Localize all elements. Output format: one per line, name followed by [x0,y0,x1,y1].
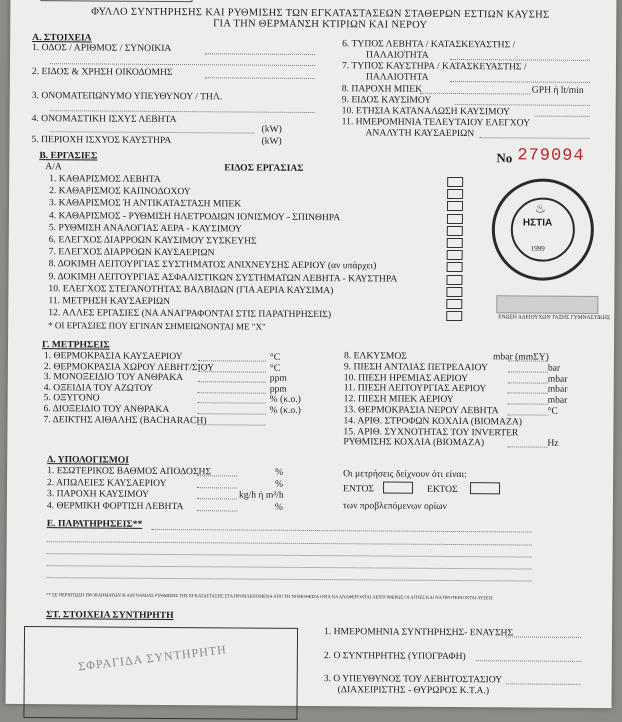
work-checkbox-11[interactable] [446,299,462,309]
work-checkbox-3[interactable] [447,201,463,211]
measure-unit-1: °C [269,351,281,363]
a-field-7b: ΠΑΛΑΙΟΤΗΤΑ [365,71,429,83]
calc-unit-1: % [275,466,284,478]
measure-field-10[interactable] [508,382,548,383]
measure-field-11[interactable] [508,393,548,394]
a-field-6b: ΠΑΛΑΙΟΤΗΤΑ [366,49,429,61]
work-item-9: 9. ΔΟΚΙΜΗ ΛΕΙΤΟΥΡΓΙΑΣ ΑΣΦΑΛΙΣΤΙΚΩΝ ΣΥΣΤΗΜΑΤΩΝ ΛΕΒΗΤΑ - ΚΑΥΣΤΗΡΑ [48,270,398,285]
work-item-2: 2. ΚΑΘΑΡΙΣΜΟΣ ΚΑΠΝΟΔΟΧΟΥ [49,185,191,198]
measure-label-12: 12. ΠΙΕΣΗ ΜΠΕΚ ΑΕΡΙΟΥ [343,393,454,406]
measure-unit-2: °C [269,362,281,374]
works-note: * ΟΙ ΕΡΓΑΣΙΕΣ ΠΟΥ ΕΓΙΝΑΝ ΣΗΜΕΙΩΝΟΝΤΑΙ ΜΕ "Χ" [48,320,266,332]
measure-field-3[interactable] [198,381,266,382]
stamp-caption: ΕΝΩΣΗ ΑΔΕΙΟΥΧΩΝ ΤΑΞΗΣ ΓΥΜΝΑΣΤΙΚΗΣ [498,314,611,322]
remarks-footnote: ** ΣΕ ΠΕΡΙΠΤΩΣΗ ΠΡΟΒΛΗΜΑΤΩΝ Ή ΑΔΥΝΑΜΙΑΣ ΡΥΘΜΙΣΗΣ ΤΗΣ ΕΓΚΑΤΑΣΤΑΣΗΣ ΣΤΑ ΠΡΟΒΛΕΠΟΜΕΝΑ ΑΠΟ ΤΗ ΝΟΜΟΘΕΣΙΑ ΟΡΙΑ ΝΑ ΑΝΑΦΕΡΟΝΤΑΙ ΛΕΠΤΟΜΕΡΩΣ ΟΙ ΑΙΤΙΕΣ ΚΑΙ ΝΑ ΠΡΟΤΕΙΝΟΝΤΑΙ ΛΥΣΕΙΣ [46,592,493,601]
calc-label-1: 1. ΕΣΩΤΕΡΙΚΟΣ ΒΑΘΜΟΣ ΑΠΟΔΟΣΗΣ [47,465,212,478]
remarks-line-4[interactable] [46,565,531,569]
work-item-4: 4. ΚΑΘΑΡΙΣΜΟΣ - ΡΥΘΜΙΣΗ ΗΛΕΤΡΟΔΙΩΝ ΙΟΝΙΣΜΟΥ - ΣΠΙΝΘΗΡΑ [48,209,341,223]
measure-field-5[interactable] [198,403,266,404]
outside-checkbox[interactable] [470,482,500,494]
stamp-box-label: ΣΦΡΑΓΙΔΑ ΣΥΝΤΗΡΗΤΗ [77,642,228,674]
association-stamp [491,178,594,281]
stamp-center-text: ΗΣΤΙΑ [522,217,553,229]
a-field-7: 7. ΤΥΠΟΣ ΚΑΥΣΤΗΡΑ / ΚΑΤΑΣΚΕΥΑΣΤΗΣ / [341,60,527,73]
measure-label-10: 10. ΠΙΕΣΗ ΗΡΕΜΙΑΣ ΑΕΡΙΟΥ [343,371,469,384]
calc-unit-3: kg/h ή m³/h [238,489,284,501]
work-type-header: ΕΙΔΟΣ ΕΡΓΑΣΙΑΣ [224,162,304,174]
stamp-year: 1999 [530,244,545,253]
maintenance-form [6,0,617,708]
work-checkbox-5[interactable] [447,226,463,236]
measure-label-13: 13. ΘΕΡΜΟΚΡΑΣΙΑ ΝΕΡΟΥ ΛΕΒΗΤΑ [343,404,499,417]
measure-label-15: 15. ΑΡΙΘ. ΣΥΧΝΟΤΗΤΑΣ ΤΟΥ INVERTER [343,425,519,439]
measure-unit-9: bar [547,362,561,374]
measure-label-3: 3. ΜΟΝΟΞΕΙΔΙΟ ΤΟΥ ΑΝΘΡΑΚΑ [43,371,184,384]
calc-field-2[interactable] [197,487,237,488]
work-item-6: 6. ΕΛΕΓΧΟΣ ΔΙΑΡΡΟΩΝ ΚΑΥΣΙΜΟΥ ΣΥΣΚΕΥΗΣ [48,234,257,247]
measure-field-16[interactable] [507,447,547,448]
measurement-question: Οι μετρήσεις δείχνουν ότι είναι: [343,468,467,481]
measure-unit-11: mbar [547,384,568,396]
remarks-line-3[interactable] [47,553,532,557]
measure-field-6[interactable] [198,413,266,414]
measure-unit-5: % (κ.ο.) [269,394,301,406]
work-item-12: 12. ΑΛΛΕΣ ΕΡΓΑΣΙΕΣ (ΝΑ ΑΝΑΓΡΑΦΟΝΤΑΙ ΣΤΙΣ ΠΑΡΑΤΗΡΗΣΕΙΣ) [48,307,332,321]
remarks-line-5[interactable] [46,577,531,581]
a-field-11: 11. ΗΜΕΡΟΜΗΝΙΑ ΤΕΛΕΥΤΑΙΟΥ ΕΛΕΓΧΟΥ [341,116,531,129]
measure-label-6: 6. ΔΙΟΞΕΙΔΙΟ ΤΟΥ ΑΝΘΡΑΚΑ [43,403,170,416]
kw-unit-5: (kW) [261,135,282,147]
section-a-heading: Α. ΣΤΟΙΧΕΙΑ [32,32,92,44]
st-field-3: 3. Ο ΥΠΕΥΘΥΝΟΣ ΤΟΥ ΛΕΒΗΤΟΣΤΑΣΙΟΥ [323,673,503,686]
work-item-3: 3. ΚΑΘΑΡΙΣΜΟΣ Ή ΑΝΤΙΚΑΤΑΣΤΑΣΗ ΜΠΕΚ [48,197,242,210]
measure-label-5: 5. ΟΞΥΓΟΝΟ [43,392,100,404]
a-field-3: 3. ΟΝΟΜΑΤΕΠΩΝΥΜΟ ΥΠΕΥΘΥΝΟΥ / ΤΗΛ. [31,90,223,103]
section-b-heading: Β. ΕΡΓΑΣΙΕΣ [39,150,98,162]
work-checkbox-2[interactable] [447,189,463,199]
st-field-1: 1. ΗΜΕΡΟΜΗΝΙΑ ΣΥΝΤΗΡΗΣΗΣ- ΕΝΑΥΣΗΣ [323,626,514,639]
measure-label-2: 2. ΘΕΡΜΟΚΡΑΣΙΑ ΧΩΡΟΥ ΛΕΒΗΤ/ΣΙΟΥ [43,360,215,373]
form-subtitle: ΓΙΑ ΤΗΝ ΘΕΡΜΑΝΣΗ ΚΤΙΡΙΩΝ ΚΑΙ ΝΕΡΟΥ [213,18,428,31]
measure-unit-6: % (κ.ο.) [269,404,301,416]
serial-number: 279094 [517,146,585,166]
a-field-5: 5. ΠΕΡΙΟΧΗ ΙΣΧΥΟΣ ΚΑΥΣΤΗΡΑ [31,134,172,147]
section-d-heading: Δ. ΥΠΟΛΟΓΙΣΜΟΙ [47,454,130,466]
measure-label-11: 11. ΠΙΕΣΗ ΛΕΙΤΟΥΡΓΙΑΣ ΑΕΡΙΟΥ [343,382,487,395]
measure-unit-10: mbar [547,373,568,385]
top-box [40,0,192,2]
gph-unit: GPH ή lt/min [531,84,584,96]
measure-unit-4: ppm [269,383,287,395]
stamp-banner [496,295,598,314]
section-g-heading: Γ. ΜΕΤΡΗΣΕΙΣ [41,339,110,351]
within-label: ΕΝΤΟΣ [342,483,375,495]
remarks-line-1[interactable] [152,529,532,533]
measure-label-8: 8. ΕΛΚΥΣΜΟΣ [343,350,407,362]
st-field-2: 2. Ο ΣΥΝΤΗΡΗΤΗΣ (ΥΠΟΓΡΑΦΗ) [323,650,466,663]
calc-field-4[interactable] [197,510,237,511]
measure-label-1: 1. ΘΕΡΜΟΚΡΑΣΙΑ ΚΑΥΣΑΕΡΙΟΥ [43,350,183,363]
a-field-11b: ΑΝΑΛΥΤΗ ΚΑΥΣΑΕΡΙΩΝ [365,127,475,140]
work-checkbox-7[interactable] [447,250,463,260]
work-item-8: 8. ΔΟΚΙΜΗ ΛΕΙΤΟΥΡΓΙΑΣ ΣΥΣΤΗΜΑΤΟΣ ΑΝΙΧΝΕΥΣΗΣ ΑΕΡΙΟΥ (αν υπάρχει) [48,258,377,272]
calc-field-3[interactable] [197,498,237,499]
a-field-4: 4. ΟΝΟΜΑΣΤΙΚΗ ΙΣΧΥΣ ΛΕΒΗΤΑ [31,113,177,126]
work-checkbox-6[interactable] [447,238,463,248]
measure-unit-12: mbar [547,394,568,406]
work-item-5: 5. ΡΥΘΜΙΣΗ ΑΝΑΛΟΓΙΑΣ ΑΕΡΑ - ΚΑΥΣΙΜΟΥ [48,221,242,235]
measure-unit-8: mbar (mmΣΥ) [492,351,549,363]
measure-label-9: 9. ΠΙΕΣΗ ΑΝΤΛΙΑΣ ΠΕΤΡΕΛΑΙΟΥ [343,361,488,374]
a-field-1: 1. ΟΔΟΣ / ΑΡΙΘΜΟΣ / ΣΥΝΟΙΚΙΑ [32,42,172,55]
work-checkbox-10[interactable] [446,287,462,297]
calc-label-4: 4. ΘΕΡΜΙΚΗ ΦΟΡΤΙΣΗ ΛΕΒΗΤΑ [46,499,184,512]
measure-label-4: 4. ΟΞΕΙΔΙΑ ΤΟΥ ΑΖΩΤΟΥ [43,381,154,394]
calc-label-2: 2. ΑΠΩΛΕΙΕΣ ΚΑΥΣΑΕΡΙΟΥ [47,476,167,489]
work-checkbox-8[interactable] [447,262,463,272]
section-e-heading: Ε. ΠΑΡΑΤΗΡΗΣΕΙΣ** [46,518,143,530]
measure-field-9[interactable] [508,371,548,372]
work-checkbox-9[interactable] [446,275,462,285]
measure-field-7[interactable] [197,424,265,425]
measure-field-12[interactable] [508,404,548,405]
measure-label-7: 7. ΔΕΙΚΤΗΣ ΑΙΘΑΛΗΣ (BACHARACH) [43,413,207,426]
calc-label-3: 3. ΠΑΡΟΧΗ ΚΑΥΣΙΜΟΥ [46,488,150,500]
a-field-6: 6. ΤΥΠΟΣ ΛΕΒΗΤΑ / ΚΑΤΑΣΚΕΥΑΣΤΗΣ / [342,38,516,51]
work-checkbox-12[interactable] [446,311,462,321]
aa-label: Α/Α [45,161,62,173]
a-field-10: 10. ΕΤΗΣΙΑ ΚΑΤΑΝΑΛΩΣΗ ΚΑΥΣΙΜΟΥ [341,105,511,118]
limits-text: των προβλεπόμενων ορίων [342,500,447,512]
kw-unit-4: (kW) [261,123,282,135]
remarks-line-2[interactable] [47,541,532,545]
measure-unit-3: ppm [269,372,287,385]
measure-unit-16: Hz [547,438,559,450]
a-field-9: 9. ΕΙΔΟΣ ΚΑΥΣΙΜΟΥ [341,94,432,106]
work-item-10: 10. ΕΛΕΓΧΟΣ ΣΤΕΓΑΝΟΤΗΤΑΣ ΒΑΛΒΙΔΩΝ (ΓΙΑ ΑΕΡΙΑ ΚΑΥΣΙΜΑ) [48,282,334,296]
measure-label-14: 14. ΑΡΙΘ. ΣΤΡΟΦΩΝ ΚΟΧΛΙΑ (ΒΙΟΜΑΖΑ) [343,415,522,428]
calc-unit-2: % [275,478,284,490]
within-checkbox[interactable] [383,482,413,494]
a-field-2: 2. ΕΙΔΟΣ & ΧΡΗΣΗ ΟΙΚΟΔΟΜΗΣ [31,66,173,79]
measure-unit-13: °C [547,405,558,417]
measure-label-16: ΡΥΘΜΙΣΗΣ ΚΟΧΛΙΑ (ΒΙΟΜΑΖΑ) [343,436,485,449]
section-st-heading: ΣΤ. ΣΤΟΙΧΕΙΑ ΣΥΝΤΗΡΗΤΗ [46,609,174,622]
work-item-7: 7. ΕΛΕΓΧΟΣ ΔΙΑΡΡΟΩΝ ΚΑΥΣΑΕΡΙΩΝ [48,246,215,259]
a-field-8: 8. ΠΑΡΟΧΗ ΜΠΕΚ [341,83,423,95]
work-item-1: 1. ΚΑΘΑΡΙΣΜΟΣ ΛΕΒΗΤΑ [49,173,161,185]
outside-label: ΕΚΤΟΣ [426,483,458,496]
work-checkbox-1[interactable] [447,177,463,187]
work-item-11: 11. ΜΕΤΡΗΣΗ ΚΑΥΣΑΕΡΙΩΝ [48,295,171,308]
st-field-3b: (ΔΙΑΧΕΙΡΙΣΤΗΣ - ΘΥΡΩΡΟΣ Κ.Τ.Α.) [337,684,490,697]
measure-field-4[interactable] [198,392,266,393]
maintainer-stamp-box [23,626,298,720]
serial-label: No [496,150,513,166]
form-title: ΦΥΛΛΟ ΣΥΝΤΗΡΗΣΗΣ ΚΑΙ ΡΥΘΜΙΣΗΣ ΤΩΝ ΕΓΚΑΤΑΣΤΑΣΕΩΝ ΣΤΑΘΕΡΩΝ ΕΣΤΙΩΝ ΚΑΥΣΗΣ [91,6,550,21]
calc-unit-4: % [274,501,283,513]
flame-icon: ♨ [534,201,546,216]
work-checkbox-4[interactable] [447,214,463,224]
